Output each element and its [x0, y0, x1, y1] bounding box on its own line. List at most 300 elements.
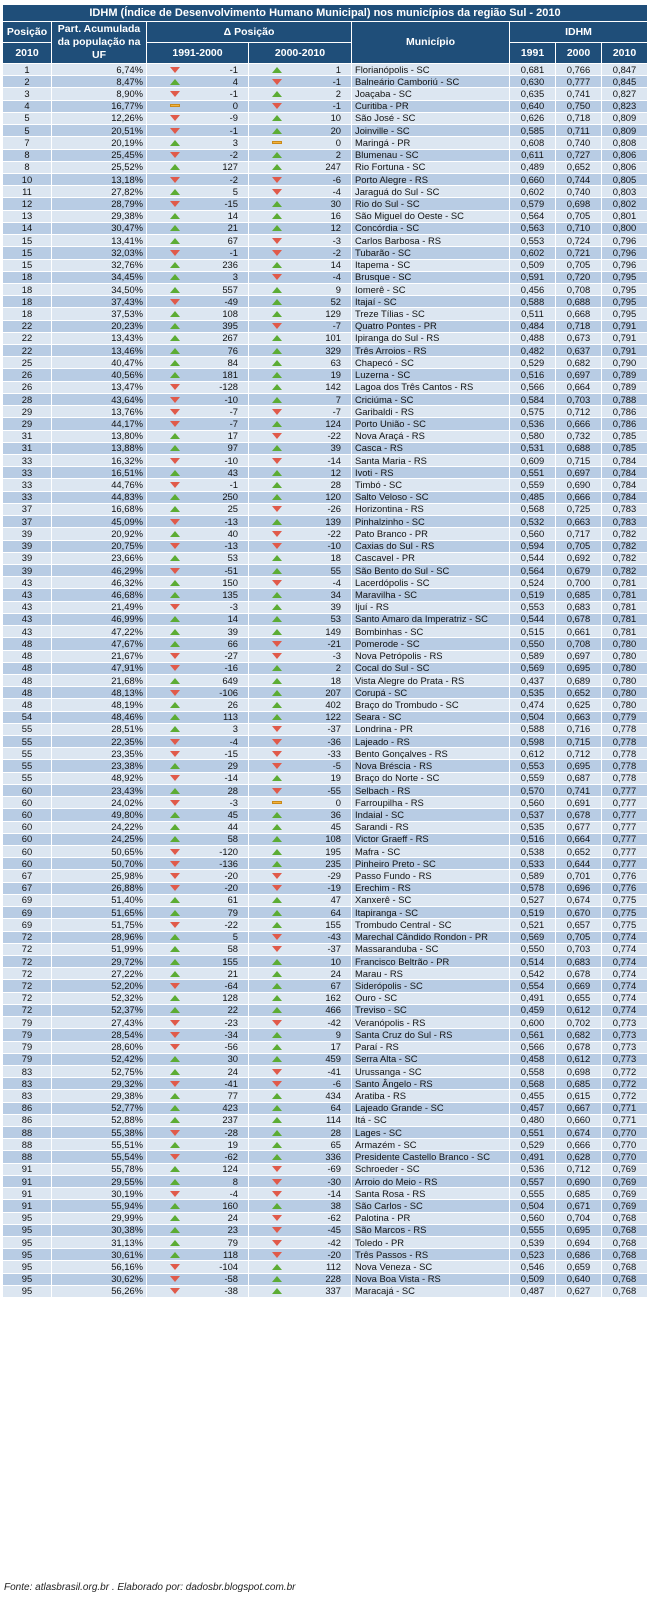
- idhm-1991-cell: 0,660: [510, 173, 556, 185]
- change-value: 423: [222, 1102, 238, 1114]
- population-share-cell: 6,74%: [52, 64, 147, 76]
- change-value: 649: [222, 674, 238, 686]
- change-1991-2000-cell: [147, 271, 249, 283]
- rank-cell: 48: [3, 674, 52, 686]
- triangle-up-icon: [272, 616, 282, 622]
- rank-cell: 11: [3, 186, 52, 198]
- idhm-2010-cell: 0,780: [602, 674, 648, 686]
- municipality-cell: Casca - RS: [352, 442, 510, 454]
- change-value: 58: [227, 833, 238, 845]
- triangle-up-icon: [170, 592, 180, 598]
- triangle-down-icon: [170, 543, 180, 549]
- change-value: -1: [229, 479, 238, 491]
- change-value: 12: [330, 466, 341, 478]
- population-share-cell: 46,32%: [52, 577, 147, 589]
- table-body: [3, 64, 648, 1298]
- table-row: [3, 992, 648, 1004]
- idhm-1991-cell: 0,524: [510, 577, 556, 589]
- idhm-1991-cell: 0,519: [510, 589, 556, 601]
- change-1991-2000-cell: [147, 894, 249, 906]
- idhm-2000-cell: 0,663: [556, 516, 602, 528]
- change-1991-2000-cell: [147, 784, 249, 796]
- municipality-cell: Santa Rosa - RS: [352, 1188, 510, 1200]
- triangle-up-icon: [170, 1069, 180, 1075]
- table-row: [3, 516, 648, 528]
- triangle-down-icon: [170, 1264, 180, 1270]
- change-value: -20: [327, 1248, 341, 1260]
- idhm-1991-cell: 0,588: [510, 296, 556, 308]
- municipality-cell: Presidente Castello Branco - SC: [352, 1151, 510, 1163]
- rank-cell: 60: [3, 846, 52, 858]
- population-share-cell: 44,76%: [52, 479, 147, 491]
- rank-cell: 43: [3, 589, 52, 601]
- change-2000-2010-cell: [249, 955, 352, 967]
- change-value: -104: [219, 1261, 238, 1273]
- municipality-cell: Passo Fundo - RS: [352, 870, 510, 882]
- population-share-cell: 52,20%: [52, 980, 147, 992]
- change-2000-2010-cell: [249, 1200, 352, 1212]
- idhm-1991-cell: 0,488: [510, 332, 556, 344]
- change-2000-2010-cell: [249, 931, 352, 943]
- change-value: -1: [229, 246, 238, 258]
- municipality-cell: Urussanga - SC: [352, 1065, 510, 1077]
- rank-cell: 72: [3, 1004, 52, 1016]
- triangle-up-icon: [272, 225, 282, 231]
- change-value: -41: [327, 1065, 341, 1077]
- change-value: -4: [229, 1187, 238, 1199]
- change-2000-2010-cell: [249, 1212, 352, 1224]
- idhm-1991-cell: 0,564: [510, 210, 556, 222]
- table-row: [3, 833, 648, 845]
- table-row: [3, 283, 648, 295]
- triangle-down-icon: [170, 568, 180, 574]
- table-row: [3, 222, 648, 234]
- idhm-1991-cell: 0,564: [510, 564, 556, 576]
- change-value: 127: [222, 161, 238, 173]
- change-1991-2000-cell: [147, 1151, 249, 1163]
- municipality-cell: Maravilha - SC: [352, 589, 510, 601]
- triangle-down-icon: [170, 482, 180, 488]
- change-value: 128: [222, 992, 238, 1004]
- idhm-1991-cell: 0,569: [510, 931, 556, 943]
- table-row: [3, 931, 648, 943]
- change-value: 207: [325, 686, 341, 698]
- municipality-cell: São Bento do Sul - SC: [352, 564, 510, 576]
- population-share-cell: 23,35%: [52, 748, 147, 760]
- change-value: 29: [227, 760, 238, 772]
- triangle-up-icon: [272, 213, 282, 219]
- idhm-1991-cell: 0,580: [510, 430, 556, 442]
- change-value: -2: [332, 246, 341, 258]
- change-1991-2000-cell: [147, 88, 249, 100]
- change-value: 16: [330, 210, 341, 222]
- triangle-up-icon: [272, 959, 282, 965]
- change-value: 84: [227, 356, 238, 368]
- change-2000-2010-cell: [249, 1139, 352, 1151]
- triangle-down-icon: [272, 934, 282, 940]
- rank-cell: 33: [3, 467, 52, 479]
- triangle-up-icon: [170, 995, 180, 1001]
- idhm-2010-cell: 0,801: [602, 210, 648, 222]
- idhm-1991-cell: 0,529: [510, 1139, 556, 1151]
- idhm-2000-cell: 0,678: [556, 968, 602, 980]
- table-row: [3, 455, 648, 467]
- municipality-cell: Três Arroios - RS: [352, 345, 510, 357]
- rank-cell: 43: [3, 626, 52, 638]
- change-value: -22: [327, 430, 341, 442]
- triangle-up-icon: [170, 1117, 180, 1123]
- change-value: -106: [219, 686, 238, 698]
- change-value: 76: [227, 344, 238, 356]
- change-2000-2010-cell: [249, 650, 352, 662]
- change-value: 9: [335, 283, 341, 295]
- idhm-1991-cell: 0,480: [510, 1114, 556, 1126]
- table-row: [3, 1041, 648, 1053]
- change-2000-2010-cell: [249, 210, 352, 222]
- idhm-1991-cell: 0,560: [510, 1212, 556, 1224]
- rank-cell: 86: [3, 1102, 52, 1114]
- table-row: [3, 210, 648, 222]
- table-row: [3, 1127, 648, 1139]
- municipality-cell: Blumenau - SC: [352, 149, 510, 161]
- rank-cell: 67: [3, 882, 52, 894]
- change-1991-2000-cell: [147, 1249, 249, 1261]
- triangle-up-icon: [170, 714, 180, 720]
- population-share-cell: 16,68%: [52, 503, 147, 515]
- idhm-1991-cell: 0,578: [510, 882, 556, 894]
- rank-cell: 72: [3, 992, 52, 1004]
- change-1991-2000-cell: [147, 491, 249, 503]
- rank-cell: 28: [3, 393, 52, 405]
- table-row: [3, 870, 648, 882]
- change-value: 247: [325, 161, 341, 173]
- change-value: 24: [227, 1065, 238, 1077]
- municipality-cell: Schroeder - SC: [352, 1163, 510, 1175]
- rank-cell: 39: [3, 540, 52, 552]
- idhm-2010-cell: 0,791: [602, 345, 648, 357]
- change-1991-2000-cell: [147, 161, 249, 173]
- change-value: 0: [335, 136, 341, 148]
- change-1991-2000-cell: [147, 1224, 249, 1236]
- triangle-up-icon: [170, 1056, 180, 1062]
- rank-cell: 5: [3, 112, 52, 124]
- idhm-2010-cell: 0,774: [602, 1004, 648, 1016]
- triangle-down-icon: [272, 946, 282, 952]
- idhm-2000-cell: 0,670: [556, 907, 602, 919]
- idhm-1991-cell: 0,544: [510, 613, 556, 625]
- municipality-cell: Itapema - SC: [352, 259, 510, 271]
- change-2000-2010-cell: [249, 455, 352, 467]
- population-share-cell: 52,75%: [52, 1065, 147, 1077]
- idhm-2010-cell: 0,769: [602, 1175, 648, 1187]
- municipality-cell: Indaial - SC: [352, 809, 510, 821]
- triangle-down-icon: [170, 250, 180, 256]
- rank-cell: 39: [3, 528, 52, 540]
- triangle-up-icon: [272, 67, 282, 73]
- triangle-up-icon: [170, 788, 180, 794]
- triangle-down-icon: [272, 79, 282, 85]
- idhm-1991-cell: 0,553: [510, 601, 556, 613]
- idhm-2010-cell: 0,784: [602, 479, 648, 491]
- municipality-cell: Veranópolis - RS: [352, 1017, 510, 1029]
- municipality-cell: Joinville - SC: [352, 125, 510, 137]
- change-value: 12: [330, 222, 341, 234]
- change-2000-2010-cell: [249, 821, 352, 833]
- change-2000-2010-cell: [249, 1163, 352, 1175]
- change-value: -42: [327, 1016, 341, 1028]
- idhm-2000-cell: 0,689: [556, 674, 602, 686]
- idhm-2010-cell: 0,782: [602, 552, 648, 564]
- population-share-cell: 12,26%: [52, 112, 147, 124]
- triangle-up-icon: [272, 592, 282, 598]
- municipality-cell: Nova Araçá - RS: [352, 430, 510, 442]
- change-value: 160: [222, 1199, 238, 1211]
- change-2000-2010-cell: [249, 149, 352, 161]
- table-row: [3, 1261, 648, 1273]
- change-1991-2000-cell: [147, 1041, 249, 1053]
- idhm-1991-cell: 0,521: [510, 919, 556, 931]
- header-part-acumulada: Part. Acumulada da população na UF: [52, 22, 147, 64]
- idhm-1991-cell: 0,566: [510, 1041, 556, 1053]
- idhm-1991-cell: 0,600: [510, 1017, 556, 1029]
- population-share-cell: 27,22%: [52, 968, 147, 980]
- idhm-1991-cell: 0,519: [510, 907, 556, 919]
- population-share-cell: 20,19%: [52, 137, 147, 149]
- municipality-cell: São Marcos - RS: [352, 1224, 510, 1236]
- idhm-1991-cell: 0,514: [510, 955, 556, 967]
- idhm-2010-cell: 0,795: [602, 308, 648, 320]
- change-value: 336: [325, 1151, 341, 1163]
- change-value: 120: [325, 491, 341, 503]
- idhm-2000-cell: 0,732: [556, 430, 602, 442]
- change-value: 118: [223, 1248, 238, 1260]
- idhm-2000-cell: 0,708: [556, 638, 602, 650]
- idhm-2010-cell: 0,778: [602, 723, 648, 735]
- idhm-1991-cell: 0,591: [510, 271, 556, 283]
- idhm-1991-cell: 0,563: [510, 222, 556, 234]
- change-1991-2000-cell: [147, 626, 249, 638]
- idhm-2010-cell: 0,773: [602, 1017, 648, 1029]
- triangle-up-icon: [170, 335, 180, 341]
- idhm-2000-cell: 0,652: [556, 161, 602, 173]
- table-row: [3, 821, 648, 833]
- rank-cell: 91: [3, 1200, 52, 1212]
- rank-cell: 72: [3, 955, 52, 967]
- idhm-2010-cell: 0,809: [602, 112, 648, 124]
- change-value: 64: [330, 1102, 341, 1114]
- change-1991-2000-cell: [147, 1004, 249, 1016]
- change-value: 52: [330, 295, 341, 307]
- table-row: [3, 955, 648, 967]
- population-share-cell: 43,64%: [52, 393, 147, 405]
- rank-cell: 2: [3, 76, 52, 88]
- idhm-2000-cell: 0,671: [556, 1200, 602, 1212]
- municipality-cell: Timbó - SC: [352, 479, 510, 491]
- idhm-2010-cell: 0,803: [602, 186, 648, 198]
- change-2000-2010-cell: [249, 1114, 352, 1126]
- population-share-cell: 20,51%: [52, 125, 147, 137]
- triangle-up-icon: [272, 1142, 282, 1148]
- change-1991-2000-cell: [147, 1285, 249, 1297]
- change-2000-2010-cell: [249, 1261, 352, 1273]
- population-share-cell: 44,17%: [52, 418, 147, 430]
- change-value: -27: [224, 650, 238, 662]
- triangle-up-icon: [272, 372, 282, 378]
- idhm-1991-cell: 0,531: [510, 442, 556, 454]
- change-2000-2010-cell: [249, 846, 352, 858]
- rank-cell: 39: [3, 552, 52, 564]
- change-1991-2000-cell: [147, 772, 249, 784]
- idhm-1991-cell: 0,489: [510, 161, 556, 173]
- change-2000-2010-cell: [249, 601, 352, 613]
- change-value: -43: [327, 931, 341, 943]
- triangle-up-icon: [272, 995, 282, 1001]
- change-value: 466: [325, 1004, 341, 1016]
- idhm-2000-cell: 0,682: [556, 1029, 602, 1041]
- idhm-2010-cell: 0,786: [602, 418, 648, 430]
- change-value: 5: [232, 931, 238, 943]
- municipality-cell: Porto Alegre - RS: [352, 173, 510, 185]
- idhm-1991-cell: 0,553: [510, 760, 556, 772]
- triangle-down-icon: [272, 1179, 282, 1185]
- idhm-2010-cell: 0,791: [602, 320, 648, 332]
- triangle-up-icon: [272, 861, 282, 867]
- change-1991-2000-cell: [147, 797, 249, 809]
- change-1991-2000-cell: [147, 1029, 249, 1041]
- idhm-2010-cell: 0,827: [602, 88, 648, 100]
- rank-cell: 43: [3, 577, 52, 589]
- population-share-cell: 13,41%: [52, 235, 147, 247]
- municipality-cell: Serra Alta - SC: [352, 1053, 510, 1065]
- idhm-2000-cell: 0,678: [556, 613, 602, 625]
- table-row: [3, 1188, 648, 1200]
- change-2000-2010-cell: [249, 723, 352, 735]
- change-2000-2010-cell: [249, 357, 352, 369]
- change-2000-2010-cell: [249, 894, 352, 906]
- change-value: 142: [325, 381, 341, 393]
- change-1991-2000-cell: [147, 723, 249, 735]
- change-1991-2000-cell: [147, 1237, 249, 1249]
- idhm-1991-cell: 0,474: [510, 699, 556, 711]
- idhm-1991-cell: 0,553: [510, 235, 556, 247]
- change-value: 40: [227, 527, 238, 539]
- change-value: -2: [229, 149, 238, 161]
- change-1991-2000-cell: [147, 613, 249, 625]
- population-share-cell: 24,25%: [52, 833, 147, 845]
- change-value: 44: [227, 821, 238, 833]
- idhm-2010-cell: 0,774: [602, 931, 648, 943]
- change-1991-2000-cell: [147, 980, 249, 992]
- change-1991-2000-cell: [147, 760, 249, 772]
- municipality-cell: Londrina - PR: [352, 723, 510, 735]
- idhm-2000-cell: 0,669: [556, 980, 602, 992]
- change-2000-2010-cell: [249, 76, 352, 88]
- idhm-2000-cell: 0,711: [556, 125, 602, 137]
- triangle-up-icon: [170, 506, 180, 512]
- idhm-1991-cell: 0,533: [510, 858, 556, 870]
- triangle-up-icon: [170, 726, 180, 732]
- table-row: [3, 247, 648, 259]
- rank-cell: 79: [3, 1053, 52, 1065]
- triangle-up-icon: [170, 79, 180, 85]
- rank-cell: 55: [3, 748, 52, 760]
- municipality-cell: Balneário Camboriú - SC: [352, 76, 510, 88]
- triangle-up-icon: [170, 702, 180, 708]
- change-value: 23: [227, 1224, 238, 1236]
- idhm-1991-cell: 0,588: [510, 723, 556, 735]
- triangle-down-icon: [170, 1288, 180, 1294]
- triangle-up-icon: [272, 1093, 282, 1099]
- change-2000-2010-cell: [249, 736, 352, 748]
- municipality-cell: Pato Branco - PR: [352, 528, 510, 540]
- change-value: -42: [327, 1236, 341, 1248]
- population-share-cell: 16,77%: [52, 100, 147, 112]
- triangle-up-icon: [272, 1130, 282, 1136]
- change-value: 45: [330, 821, 341, 833]
- rank-cell: 29: [3, 418, 52, 430]
- idhm-2000-cell: 0,750: [556, 100, 602, 112]
- change-1991-2000-cell: [147, 320, 249, 332]
- triangle-down-icon: [272, 751, 282, 757]
- triangle-up-icon: [272, 384, 282, 390]
- change-2000-2010-cell: [249, 882, 352, 894]
- table-row: [3, 589, 648, 601]
- population-share-cell: 20,23%: [52, 320, 147, 332]
- triangle-up-icon: [170, 1215, 180, 1221]
- idhm-2000-cell: 0,708: [556, 283, 602, 295]
- table-row: [3, 296, 648, 308]
- change-value: 39: [330, 442, 341, 454]
- rank-cell: 18: [3, 271, 52, 283]
- change-value: 8: [232, 1175, 238, 1187]
- change-1991-2000-cell: [147, 1065, 249, 1077]
- rank-cell: 43: [3, 613, 52, 625]
- rank-cell: 22: [3, 320, 52, 332]
- change-2000-2010-cell: [249, 1151, 352, 1163]
- change-value: -51: [224, 564, 238, 576]
- change-value: 2: [335, 662, 341, 674]
- municipality-cell: Pinheiro Preto - SC: [352, 858, 510, 870]
- idhm-1991-cell: 0,491: [510, 1151, 556, 1163]
- idhm-1991-cell: 0,511: [510, 308, 556, 320]
- change-value: 3: [232, 271, 238, 283]
- rank-cell: 18: [3, 283, 52, 295]
- triangle-down-icon: [272, 189, 282, 195]
- triangle-down-icon: [170, 421, 180, 427]
- idhm-2010-cell: 0,777: [602, 833, 648, 845]
- municipality-cell: Lagoa dos Três Cantos - RS: [352, 381, 510, 393]
- municipality-cell: Armazém - SC: [352, 1139, 510, 1151]
- change-1991-2000-cell: [147, 564, 249, 576]
- triangle-down-icon: [170, 1081, 180, 1087]
- triangle-down-icon: [272, 1081, 282, 1087]
- municipality-cell: Itapiranga - SC: [352, 907, 510, 919]
- table-row: [3, 711, 648, 723]
- idhm-2010-cell: 0,806: [602, 149, 648, 161]
- municipality-cell: Siderópolis - SC: [352, 980, 510, 992]
- change-1991-2000-cell: [147, 186, 249, 198]
- population-share-cell: 26,88%: [52, 882, 147, 894]
- change-value: -14: [327, 454, 341, 466]
- change-2000-2010-cell: [249, 1065, 352, 1077]
- rank-cell: 86: [3, 1114, 52, 1126]
- idhm-2000-cell: 0,695: [556, 760, 602, 772]
- idhm-1991-cell: 0,458: [510, 1053, 556, 1065]
- population-share-cell: 56,26%: [52, 1285, 147, 1297]
- population-share-cell: 30,62%: [52, 1273, 147, 1285]
- table-row: [3, 772, 648, 784]
- change-value: 79: [227, 906, 238, 918]
